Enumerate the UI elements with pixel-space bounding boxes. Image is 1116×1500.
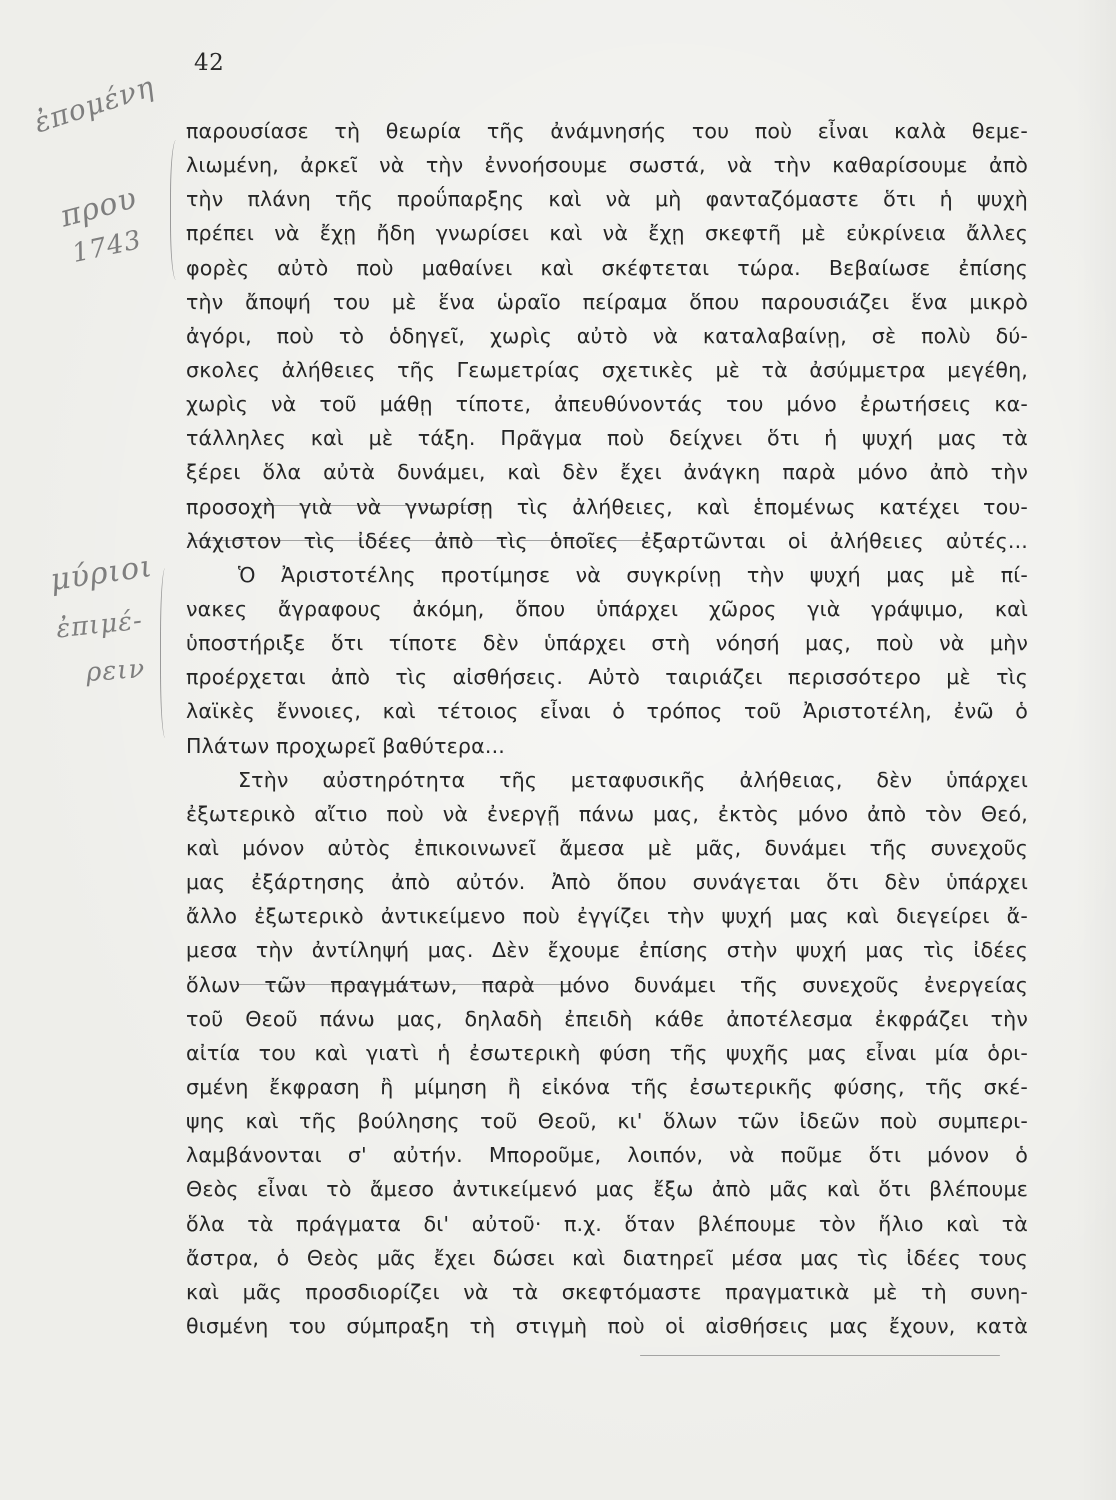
- text-line: Ὁ Ἀριστοτέλης προτίμησε νὰ συγκρίνῃ τὴν ψυχή μας μὲ πί-: [238, 562, 1028, 587]
- text-line: Πλάτων προχωρεῖ βαθύτερα...: [186, 733, 505, 758]
- text-line: προσοχὴ γιὰ νὰ γνωρίσῃ τὶς ἀλήθειες, καὶ ἑπομένως κατέχει του-: [186, 494, 1028, 519]
- page-number: 42: [194, 50, 225, 76]
- text-line: θισμένη του σύμπραξη τὴ στιγμὴ ποὺ οἱ αἰσθήσεις μας ἔχουν, κατὰ: [186, 1313, 1028, 1338]
- body-text: [186, 114, 1028, 1343]
- text-line: Στὴν αὐστηρότητα τῆς μεταφυσικῆς ἀλήθειας, δὲν ὑπάρχει: [238, 767, 1028, 792]
- pencil-underline-4: [640, 1355, 1000, 1356]
- text-line: αἰτία του καὶ γιατὶ ἡ ἐσωτερικὴ φύση τῆς ψυχῆς μας εἶναι μία ὁρι-: [186, 1040, 1028, 1065]
- margin-note-middle-1: μύριοι: [48, 549, 155, 598]
- text-line: μεσα τὴν ἀντίληψή μας. Δὲν ἔχουμε ἐπίσης στὴν ψυχή μας τὶς ἰδέες: [186, 938, 1028, 963]
- text-line: ὑποστήριξε ὅτι τίποτε δὲν ὑπάρχει στὴ νόησή μας, ποὺ νὰ μὴν: [186, 631, 1028, 656]
- text-line: ἄστρα, ὁ Θεὸς μᾶς ἔχει δώσει καὶ διατηρεῖ μέσα μας τὶς ἰδέες τους: [186, 1245, 1028, 1270]
- text-line: λαμβάνονται σ' αὐτήν. Μποροῦμε, λοιπόν, νὰ ποῦμε ὅτι μόνον ὁ: [186, 1143, 1028, 1168]
- text-line: χωρὶς νὰ τοῦ μάθῃ τίποτε, ἀπευθύνοντάς του μόνο ἐρωτήσεις κα-: [186, 392, 1028, 417]
- text-line: λιωμένη, ἀρκεῖ νὰ τὴν ἐννοήσουμε σωστά, νὰ τὴν καθαρίσουμε ἀπὸ: [186, 153, 1028, 178]
- text-line: ξέρει ὅλα αὐτὰ δυνάμει, καὶ δὲν ἔχει ἀνάγκη παρὰ μόνο ἀπὸ τὴν: [186, 460, 1028, 485]
- text-line: φορὲς αὐτὸ ποὺ μαθαίνει καὶ σκέφτεται τώρα. Βεβαίωσε ἐπίσης: [186, 255, 1028, 280]
- text-line: καὶ μᾶς προσδιορίζει νὰ τὰ σκεφτόμαστε πραγματικὰ μὲ τὴ συνη-: [186, 1279, 1028, 1304]
- margin-note-top-3: 1743: [69, 225, 145, 269]
- text-line: σμένη ἔκφραση ἢ μίμηση ἢ εἰκόνα τῆς ἐσωτερικῆς φύσης, τῆς σκέ-: [186, 1074, 1028, 1099]
- text-line: ἄλλο ἐξωτερικὸ ἀντικείμενο ποὺ ἐγγίζει τὴν ψυχή μας καὶ διεγείρει ἄ-: [186, 904, 1028, 929]
- margin-bracket-top: [170, 140, 185, 280]
- text-line: λαϊκὲς ἔννοιες, καὶ τέτοιος εἶναι ὁ τρόπος τοῦ Ἀριστοτέλη, ἐνῶ ὁ: [186, 699, 1028, 724]
- text-line: Θεὸς εἶναι τὸ ἄμεσο ἀντικείμενό μας ἔξω ἀπὸ μᾶς καὶ ὅτι βλέπουμε: [186, 1177, 1028, 1202]
- text-line: ἐξωτερικὸ αἴτιο ποὺ νὰ ἐνεργῇ πάνω μας, ἐκτὸς μόνο ἀπὸ τὸν Θεό,: [186, 801, 1028, 826]
- margin-note-middle-2: ἐπιμέ-: [54, 605, 145, 645]
- text-line: σκολες ἀλήθειες τῆς Γεωμετρίας σχετικὲς μὲ τὰ ἀσύμμετρα μεγέθη,: [186, 357, 1028, 382]
- text-line: τὴν ἄποψή του μὲ ἕνα ὡραῖο πείραμα ὅπου παρουσιάζει ἕνα μικρὸ: [186, 289, 1028, 314]
- margin-note-top-1: ἐπομένη: [29, 69, 159, 140]
- text-line: ἀγόρι, ποὺ τὸ ὁδηγεῖ, χωρὶς αὐτὸ νὰ καταλαβαίνῃ, σὲ πολὺ δύ-: [186, 323, 1028, 348]
- text-line: τοῦ Θεοῦ πάνω μας, δηλαδὴ ἐπειδὴ κάθε ἀποτέλεσμα ἐκφράζει τὴν: [186, 1006, 1028, 1031]
- text-line: παρουσίασε τὴ θεωρία τῆς ἀνάμνησής του ποὺ εἶναι καλὰ θεμε-: [186, 119, 1028, 143]
- text-line: λάχιστον τὶς ἰδέες ἀπὸ τὶς ὁποῖες ἐξαρτῶνται οἱ ἀλήθειες αὐτές...: [186, 528, 1028, 553]
- text-line: πρέπει νὰ ἔχῃ ἤδη γνωρίσει καὶ νὰ ἔχῃ σκεφτῆ μὲ εὐκρίνεια ἄλλες: [186, 221, 1028, 246]
- text-line: καὶ μόνον αὐτὸς ἐπικοινωνεῖ ἄμεσα μὲ μᾶς, δυνάμει τῆς συνεχοῦς: [186, 835, 1028, 860]
- text-line: μας ἐξάρτησης ἀπὸ αὐτόν. Ἀπὸ ὅπου συνάγεται ὅτι δὲν ὑπάρχει: [186, 870, 1028, 895]
- margin-note-top-2: πρου: [56, 180, 141, 235]
- margin-bracket-middle: [160, 568, 173, 738]
- text-line: ὅλων τῶν πραγμάτων, παρὰ μόνο δυνάμει τῆς συνεχοῦς ἐνεργείας: [186, 972, 1028, 997]
- text-line: ὅλα τὰ πράγματα δι' αὐτοῦ· π.χ. ὅταν βλέπουμε τὸν ἥλιο καὶ τὰ: [186, 1211, 1028, 1236]
- text-line: τάλληλες καὶ μὲ τάξη. Πρᾶγμα ποὺ δείχνει ὅτι ἡ ψυχή μας τὰ: [186, 426, 1028, 451]
- text-line: τὴν πλάνη τῆς προΰπαρξης καὶ νὰ μὴ φανταζόμαστε ὅτι ἡ ψυχὴ: [186, 187, 1028, 212]
- text-line: προέρχεται ἀπὸ τὶς αἰσθήσεις. Αὐτὸ ταιριάζει περισσότερο μὲ τὶς: [186, 665, 1028, 690]
- text-line: ψης καὶ τῆς βούλησης τοῦ Θεοῦ, κι' ὅλων τῶν ἰδεῶν ποὺ συμπερι-: [186, 1109, 1028, 1134]
- scan-edge-shade: [1076, 0, 1116, 1500]
- text-line: νακες ἄγραφους ἀκόμη, ὅπου ὑπάρχει χῶρος γιὰ γράψιμο, καὶ: [186, 596, 1028, 621]
- margin-note-middle-3: ρειν: [85, 653, 147, 689]
